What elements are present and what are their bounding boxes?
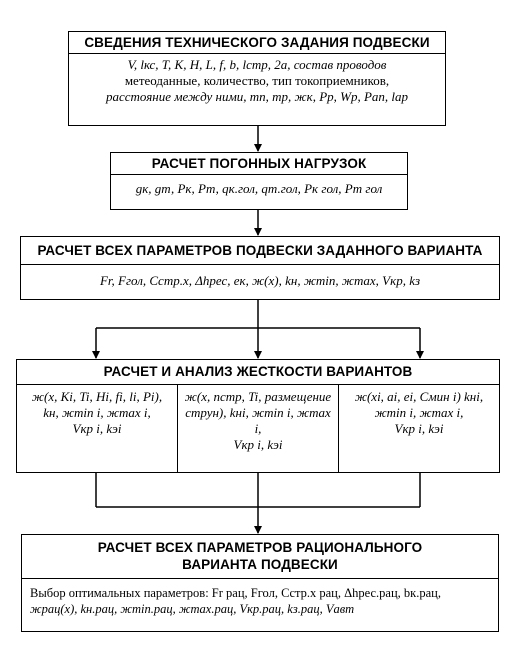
col2-line-1: ж(x, nстр, Ti, размещение [184, 389, 332, 404]
box5-line-2: жрац(х), kн.рац, жmin.рац, жmax.рац, Vкр.рац, kз.рац, Vавт [30, 602, 355, 616]
col1-line-2: kн, жmin i, жmax i, [43, 405, 151, 420]
box4-column-2 [177, 385, 338, 473]
box4-column-3 [338, 385, 499, 473]
box5-line-1: Выбор оптимальных параметров: Fr рац, Fгол, Cстр.х рац, Δhрес.рац, bк.рац, [30, 586, 441, 600]
box1-line-1: V, lкс, T, K, H, L, f, b, lстр, 2а, состав проводов [127, 57, 387, 72]
box5-title-line-2: ВАРИАНТА ПОДВЕСКИ [182, 557, 338, 572]
col3-line-3: Vкр i, kэi [394, 421, 444, 436]
box1-line-2: метеоданные, количество, тип токоприемников, [124, 73, 390, 88]
box5-title [22, 535, 498, 579]
col1-line-1: ж(x, Ki, Ti, Hi, fi, li, Pi), [31, 389, 163, 404]
box3-line-1: Fr, Fгол, Cстр.х, Δhрес, eк, ж(х), kн, жmin, жmax, Vкр, kз [99, 273, 421, 288]
box3-title: РАСЧЕТ ВСЕХ ПАРАМЕТРОВ ПОДВЕСКИ ЗАДАННОГО ВАРИАНТА [21, 237, 499, 265]
box-technical-specification [68, 31, 446, 126]
box4-title: РАСЧЕТ И АНАЛИЗ ЖЕСТКОСТИ ВАРИАНТОВ [17, 360, 499, 385]
box4-columns [17, 385, 499, 473]
col3-line-2: жmin i, жmax i, [374, 405, 464, 420]
col2-line-3: Vкр i, kэi [233, 437, 283, 452]
col1-line-3: Vкр i, kэi [72, 421, 122, 436]
box-stiffness-analysis [16, 359, 500, 473]
box5-body [22, 579, 498, 623]
box-given-variant-parameters [20, 236, 500, 300]
box-linear-loads [110, 152, 408, 210]
col2-line-2: струн), kнi, жmin i, жmax i, [185, 405, 331, 436]
box5-title-line-1: РАСЧЕТ ВСЕХ ПАРАМЕТРОВ РАЦИОНАЛЬНОГО [97, 540, 423, 555]
box-rational-variant-parameters [21, 534, 499, 632]
box2-title: РАСЧЕТ ПОГОННЫХ НАГРУЗОК [111, 153, 407, 175]
box2-body [111, 175, 407, 200]
col3-line-1: ж(xi, ai, ei, Cмин i) kнi, [354, 389, 484, 404]
box2-line-1: gк, gт, Pк, Pт, qк.гол, qт.гол, Pк гол, Pт гол [135, 181, 383, 196]
box3-body [21, 265, 499, 292]
box1-title: СВЕДЕНИЯ ТЕХНИЧЕСКОГО ЗАДАНИЯ ПОДВЕСКИ [69, 32, 445, 54]
box1-line-3: расстояние между ними, mп, mр, жк, Pр, Wр, Pап, lар [105, 89, 409, 104]
box4-column-1 [17, 385, 177, 473]
box1-body [69, 54, 445, 108]
